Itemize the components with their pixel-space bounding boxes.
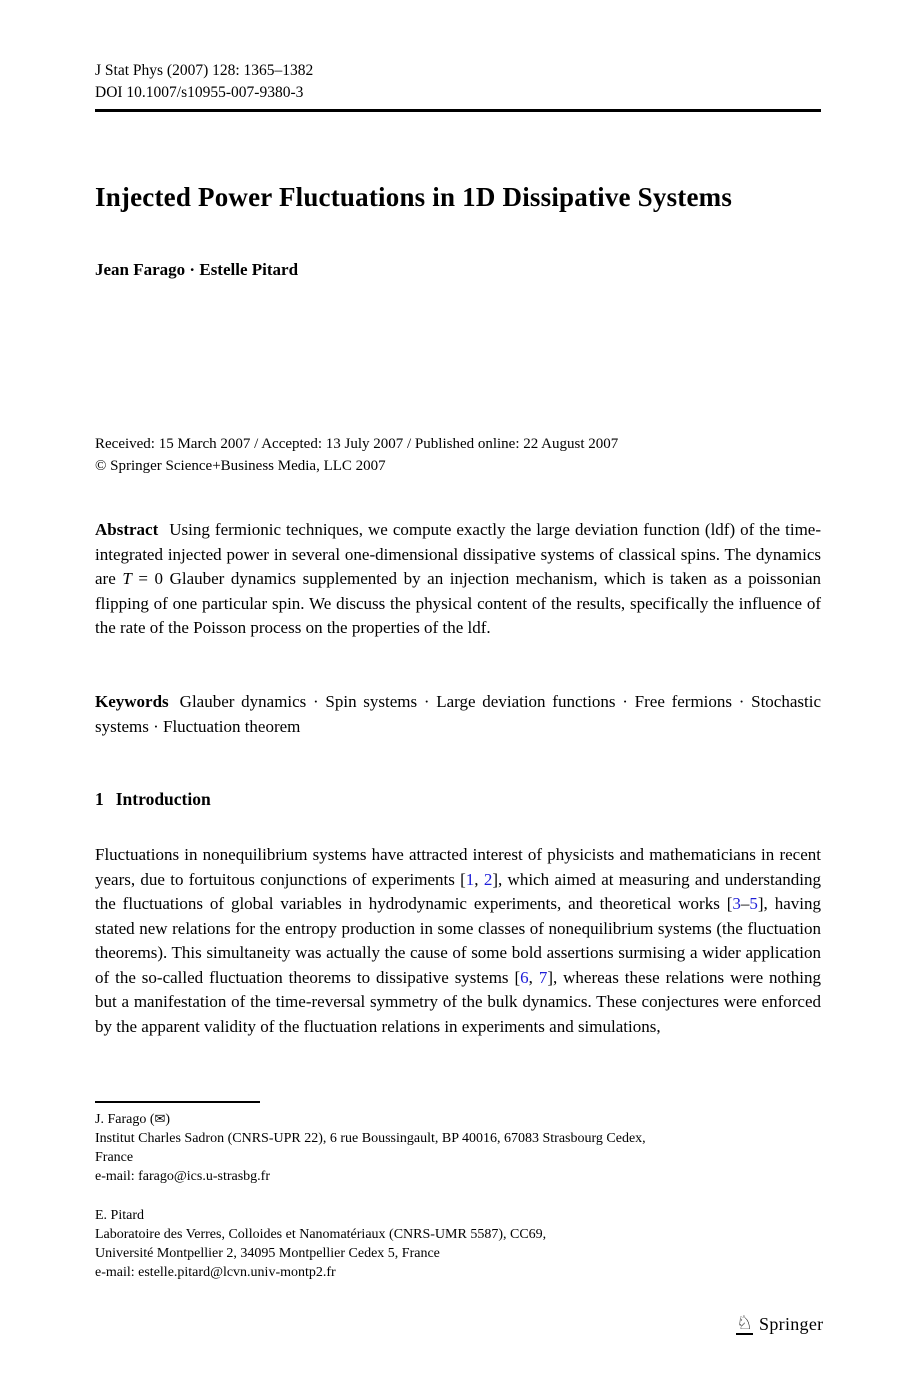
springer-wordmark: Springer: [759, 1314, 824, 1334]
farago-name-line: [95, 1110, 821, 1129]
springer-horse-icon: ♘: [736, 1312, 754, 1334]
citation-link[interactable]: 7: [538, 967, 548, 987]
header-rule: [95, 109, 821, 112]
footnote-rule: [95, 1101, 260, 1103]
text-segment: ], whereas these relations were nothing but a manifestation of the time-reversal symmetry of the bulk dynamics. These conjectures were enforced by the apparent validity of the fluctuation relations in experiments and simulations,: [95, 967, 822, 1036]
dates-block: [95, 434, 821, 477]
footnote-pitard: [95, 1206, 821, 1282]
farago-paren: ): [165, 1112, 171, 1127]
text-segment: ], having stated new relations for the entropy production in some classes of nonequilibrium systems (the fluctuation theorems). This simultaneity was actually the cause of some bold assertions surmising a wider application of the so-called fluctuation theorems to dissipative systems [: [95, 894, 821, 987]
paper-title: Injected Power Fluctuations in 1D Dissipative Systems: [95, 182, 733, 212]
keywords-label: Keywords: [95, 692, 169, 711]
pitard-email-line: e-mail: estelle.pitard@lcvn.univ-montp2.fr: [95, 1265, 336, 1280]
abstract-paragraph: [95, 518, 821, 641]
journal-citation-line: J Stat Phys (2007) 128: 1365–1382: [95, 62, 314, 79]
springer-logo: [736, 1314, 823, 1335]
farago-address-line2: France: [95, 1150, 134, 1165]
authors-line: Jean Farago · Estelle Pitard: [95, 260, 299, 279]
footnote-farago: [95, 1110, 821, 1186]
doi-line: DOI 10.1007/s10955-007-9380-3: [95, 84, 304, 101]
keywords-paragraph: [95, 690, 821, 739]
introduction-paragraph: [95, 843, 821, 1039]
citation-link[interactable]: 2: [483, 869, 493, 889]
text-segment: ], which aimed at measuring and understanding the fluctuations of global variables in hydrodynamic experiments, and theoretical works [: [95, 869, 822, 913]
text-segment: Fluctuations in nonequilibrium systems have attracted interest of physicists and mathematicians in recent years, due to fortuitous conjunctions of experiments [: [95, 845, 821, 889]
copyright-line: © Springer Science+Business Media, LLC 2007: [95, 457, 386, 474]
citation-link[interactable]: 5: [749, 894, 758, 913]
citation-link[interactable]: 1: [465, 869, 475, 889]
pitard-name-line: E. Pitard: [95, 1208, 144, 1223]
pitard-address-line2: Université Montpellier 2, 34095 Montpellier Cedex 5, France: [95, 1246, 440, 1261]
farago-address-line1: Institut Charles Sadron (CNRS-UPR 22), 6 rue Boussingault, BP 40016, 67083 Strasbourg Cedex,: [95, 1131, 646, 1146]
abstract-text: [95, 520, 821, 637]
text-segment: = 0 Glauber dynamics supplemented by an injection mechanism, which is taken as a poissonian flipping of one particular spin. We discuss the physical content of the results, specifically the influence of the rate of the Poisson process on the properties of the ldf.: [95, 569, 821, 637]
keywords-text: Glauber dynamics · Spin systems · Large deviation functions · Free fermions · Stochastic systems · Fluctuation theorem: [95, 692, 821, 736]
text-segment: ,: [528, 967, 539, 987]
section-title: Introduction: [115, 789, 211, 809]
text-segment: ,: [474, 869, 484, 889]
footnote-area: [95, 1110, 821, 1302]
text-segment: T: [122, 569, 132, 588]
farago-email-line: e-mail: farago@ics.u-strasbg.fr: [95, 1169, 270, 1184]
page-header: [95, 60, 313, 104]
abstract-label: Abstract: [95, 520, 159, 539]
section-number: 1: [95, 789, 104, 809]
citation-link[interactable]: 6: [520, 967, 529, 987]
envelope-icon: ✉: [154, 1112, 166, 1127]
pitard-address-line1: Laboratoire des Verres, Colloides et Nanomatériaux (CNRS-UMR 5587), CC69,: [95, 1227, 547, 1242]
text-segment: Using fermionic techniques, we compute exactly the large deviation function (ldf) of the time-integrated injected power in several one-dimensional dissipative systems of classical spins. The dynamics are: [95, 520, 821, 588]
received-line: Received: 15 March 2007 / Accepted: 13 July 2007 / Published online: 22 August 2007: [95, 436, 619, 452]
text-segment: –: [740, 894, 750, 913]
section-1-heading: [95, 789, 821, 810]
farago-name: J. Farago (: [95, 1112, 155, 1127]
citation-link[interactable]: 3: [732, 894, 741, 913]
